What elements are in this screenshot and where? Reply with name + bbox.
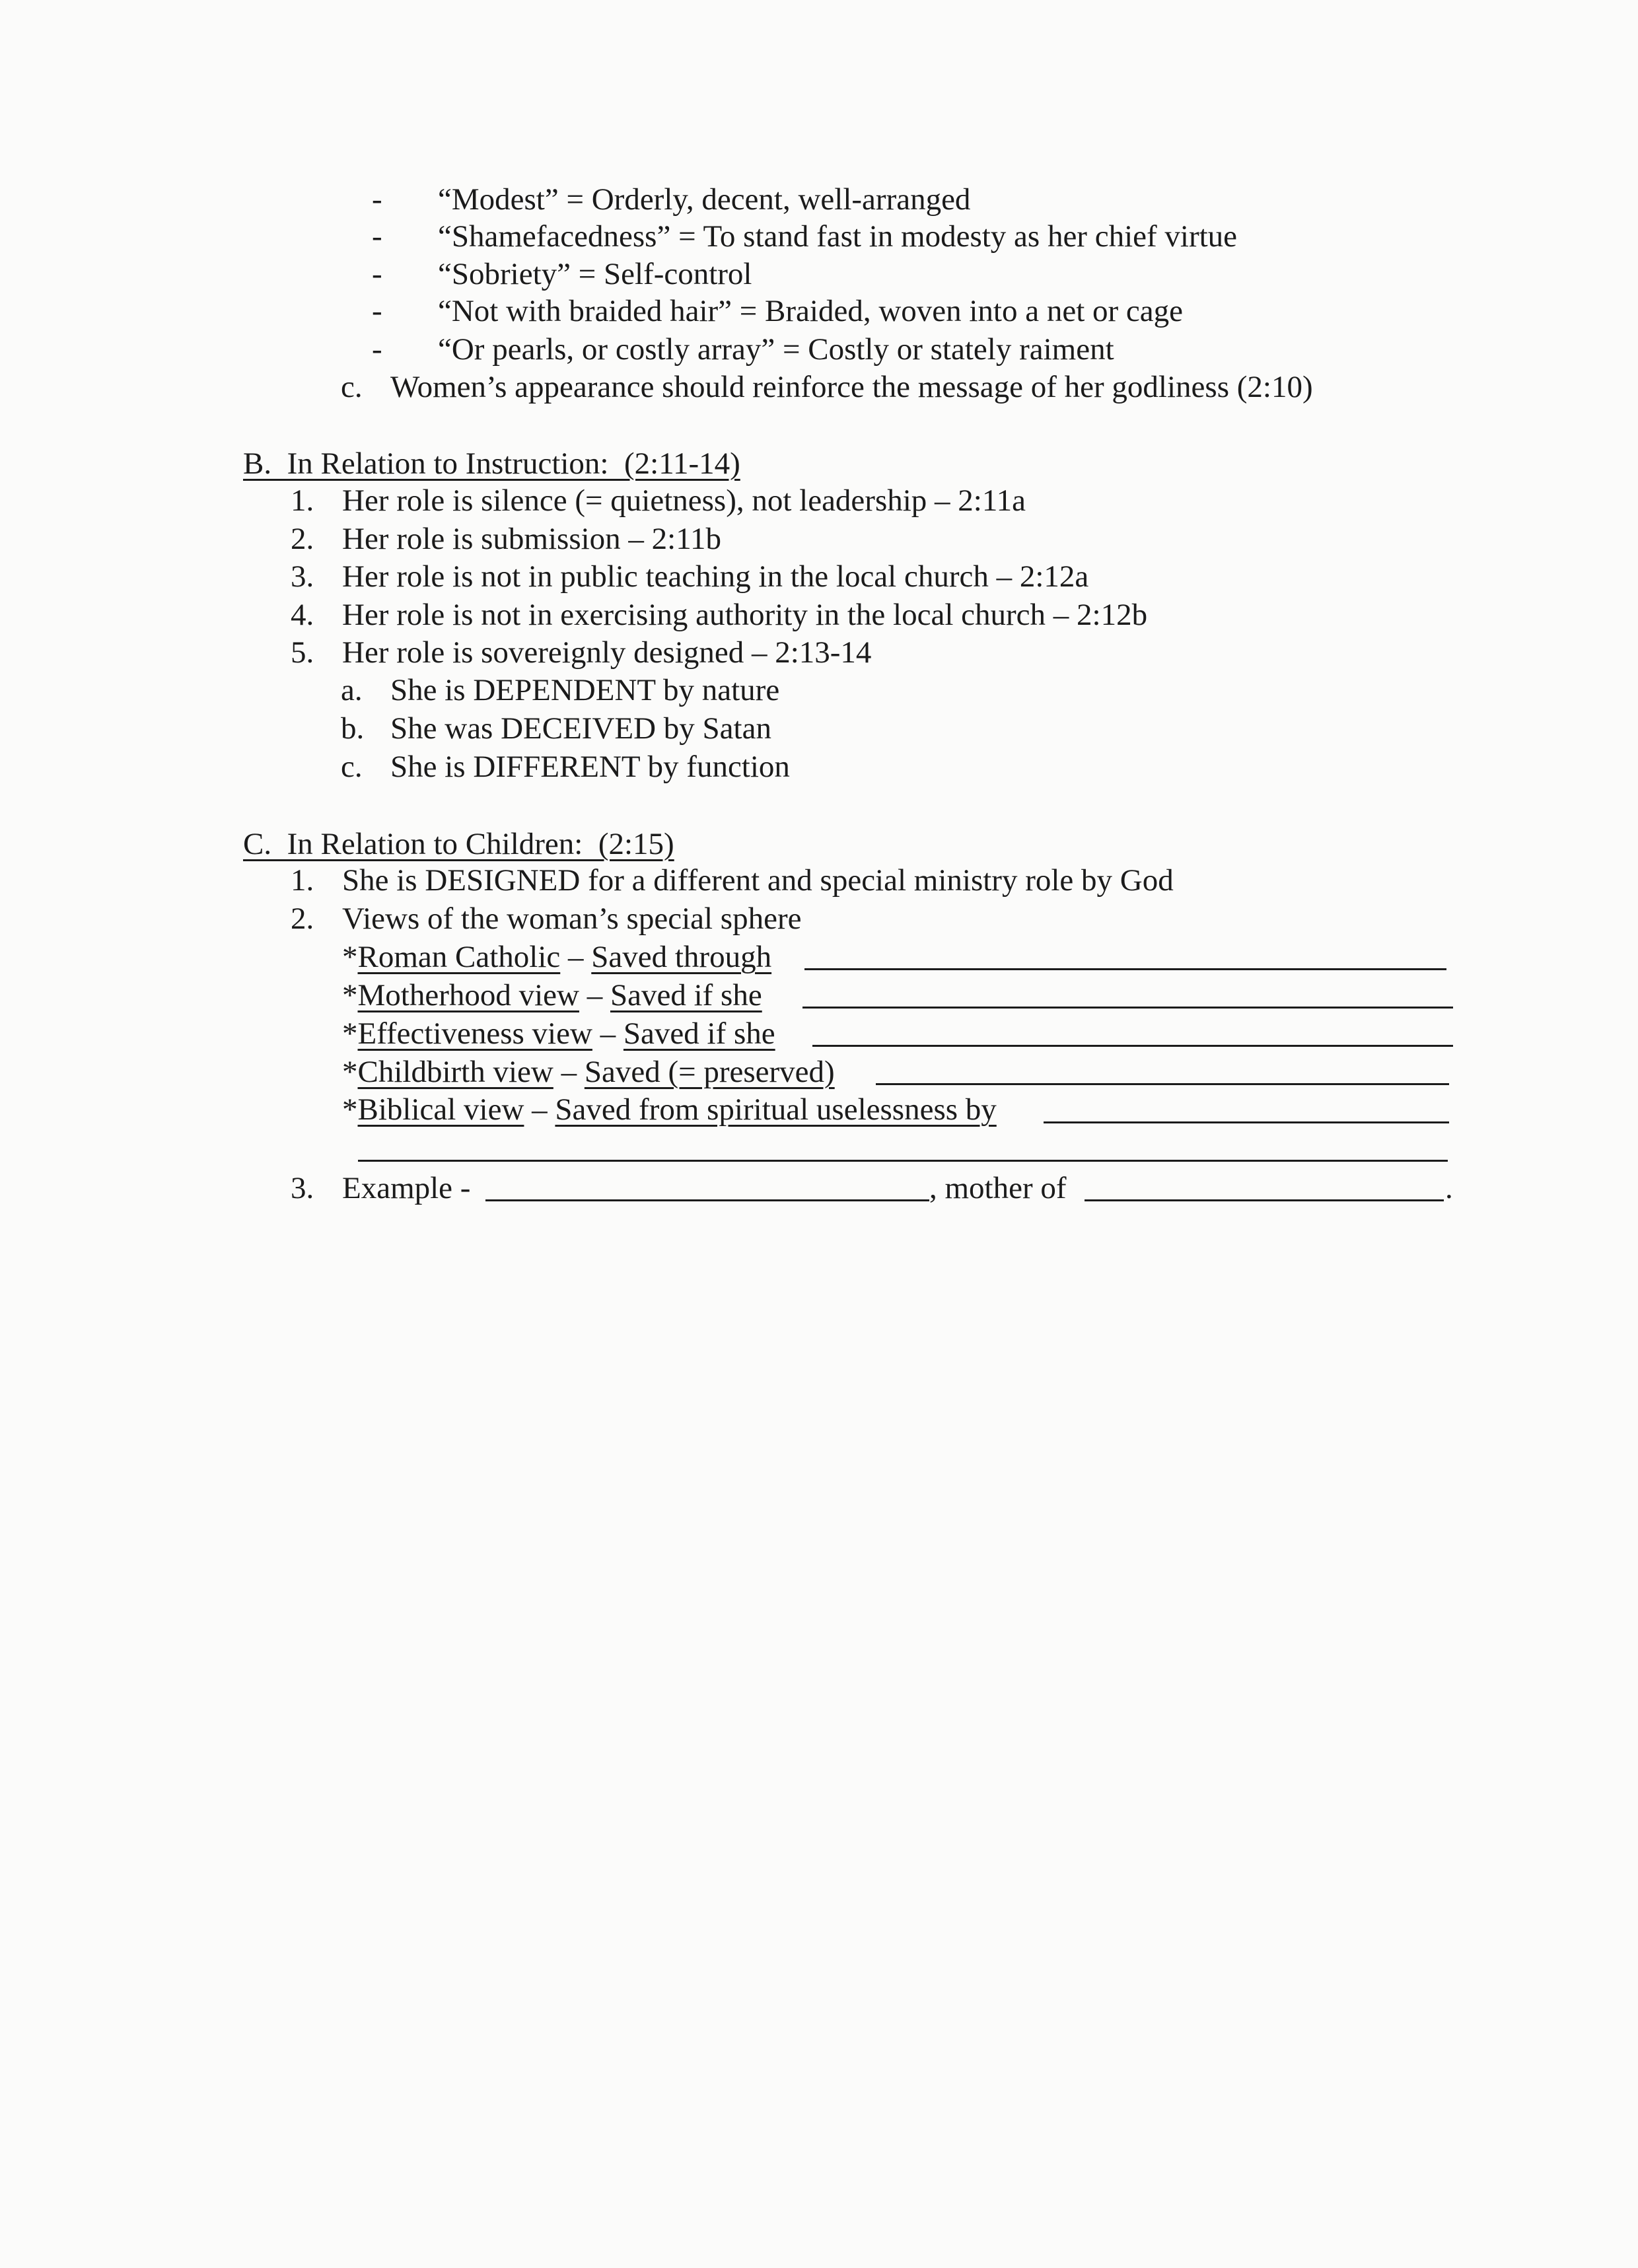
item-text: She is DESIGNED for a different and special ministry role by God <box>342 863 1174 898</box>
view-motherhood <box>342 977 762 1014</box>
subitem-marker: a. <box>341 673 363 707</box>
bullet-marker: - <box>372 294 382 328</box>
subitem-text: She is DIFFERENT by function <box>390 750 790 784</box>
view-desc: Saved if she <box>623 1016 775 1051</box>
fill-in-blank[interactable] <box>812 1018 1453 1047</box>
subitem-text: She is DEPENDENT by nature <box>390 673 780 707</box>
view-childbirth <box>342 1053 835 1090</box>
view-name: Biblical view <box>357 1092 524 1127</box>
item-text: Women’s appearance should reinforce the message of her godliness (2:10) <box>390 370 1313 404</box>
view-name: Effectiveness view <box>357 1016 592 1051</box>
view-name: Roman Catholic <box>357 940 561 974</box>
view-star: * <box>342 978 358 1012</box>
item-marker: 2. <box>291 902 314 936</box>
item-marker: 1. <box>291 483 314 518</box>
view-dash: – <box>579 978 610 1012</box>
view-roman-catholic <box>342 939 771 975</box>
view-star: * <box>342 940 358 974</box>
view-star: * <box>342 1092 358 1127</box>
view-desc: Saved (= preserved) <box>584 1055 835 1089</box>
view-desc: Saved from spiritual uselessness by <box>555 1092 997 1127</box>
item-marker: 4. <box>291 598 314 632</box>
example-middle: , mother of <box>929 1171 1067 1205</box>
item-text: Her role is silence (= quietness), not leadership – 2:11a <box>342 483 1026 518</box>
bullet-text: “Sobriety” = Self-control <box>438 257 752 291</box>
section-b-subitem-b <box>341 710 771 747</box>
bullet-braided-hair <box>372 293 1183 330</box>
example-name-blank[interactable] <box>485 1173 929 1201</box>
bullet-text: “Modest” = Orderly, decent, well-arranged <box>438 182 971 217</box>
fill-in-blank[interactable] <box>1044 1095 1449 1123</box>
example-label: Example - <box>342 1171 471 1205</box>
section-c-heading: C. In Relation to Children: (2:15) <box>243 827 674 861</box>
section-c-item-3-example <box>291 1170 470 1207</box>
section-b-item-4 <box>291 596 1147 633</box>
item-marker: 3. <box>291 559 314 594</box>
view-dash: – <box>560 940 592 974</box>
bullet-marker: - <box>372 257 382 291</box>
section-b-subitem-a <box>341 672 779 709</box>
fill-in-blank[interactable] <box>876 1057 1449 1085</box>
example-end: . <box>1445 1171 1453 1205</box>
fill-in-blank[interactable] <box>804 942 1446 970</box>
item-marker: 1. <box>291 863 314 898</box>
item-text: Her role is not in public teaching in the local church – 2:12a <box>342 559 1089 594</box>
item-c-appearance <box>341 369 1313 406</box>
view-dash: – <box>592 1016 623 1051</box>
view-star: * <box>342 1016 358 1051</box>
section-b-item-5 <box>291 634 871 671</box>
view-star: * <box>342 1055 358 1089</box>
item-text: Her role is submission – 2:11b <box>342 522 721 556</box>
bullet-marker: - <box>372 219 382 254</box>
fill-in-blank[interactable] <box>802 980 1453 1009</box>
bullet-text: “Shamefacedness” = To stand fast in modesty as her chief virtue <box>438 219 1238 254</box>
item-marker: 3. <box>291 1171 314 1205</box>
item-text: Her role is sovereignly designed – 2:13-14 <box>342 635 872 670</box>
section-b-item-3 <box>291 558 1088 595</box>
item-text: Views of the woman’s special sphere <box>342 902 802 936</box>
subitem-marker: c. <box>341 750 363 784</box>
view-dash: – <box>553 1055 585 1089</box>
view-desc: Saved through <box>591 940 772 974</box>
view-effectiveness <box>342 1015 775 1052</box>
section-c-item-2 <box>291 900 801 937</box>
bullet-shamefacedness <box>372 218 1237 255</box>
subitem-marker: b. <box>341 711 365 746</box>
bullet-text: “Not with braided hair” = Braided, woven into a net or cage <box>438 294 1183 328</box>
view-name: Childbirth view <box>357 1055 553 1089</box>
bullet-pearls <box>372 331 1114 368</box>
item-marker: 5. <box>291 635 314 670</box>
bullet-marker: - <box>372 182 382 217</box>
item-marker: c. <box>341 370 363 404</box>
bullet-sobriety <box>372 256 752 293</box>
fill-in-blank-continuation[interactable] <box>358 1160 1448 1162</box>
view-name: Motherhood view <box>357 978 579 1012</box>
bullet-modest <box>372 181 970 218</box>
section-b-item-1 <box>291 482 1026 519</box>
item-marker: 2. <box>291 522 314 556</box>
section-c-item-1 <box>291 862 1174 899</box>
view-biblical <box>342 1091 997 1128</box>
bullet-marker: - <box>372 332 382 367</box>
section-b-heading: B. In Relation to Instruction: (2:11-14) <box>243 446 740 481</box>
section-b-item-2 <box>291 520 721 557</box>
section-b-subitem-c <box>341 748 790 785</box>
item-text: Her role is not in exercising authority in the local church – 2:12b <box>342 598 1148 632</box>
bullet-text: “Or pearls, or costly array” = Costly or stately raiment <box>438 332 1114 367</box>
view-dash: – <box>524 1092 555 1127</box>
view-desc: Saved if she <box>610 978 762 1012</box>
subitem-text: She was DECEIVED by Satan <box>390 711 771 746</box>
example-mother-blank[interactable] <box>1085 1173 1444 1201</box>
